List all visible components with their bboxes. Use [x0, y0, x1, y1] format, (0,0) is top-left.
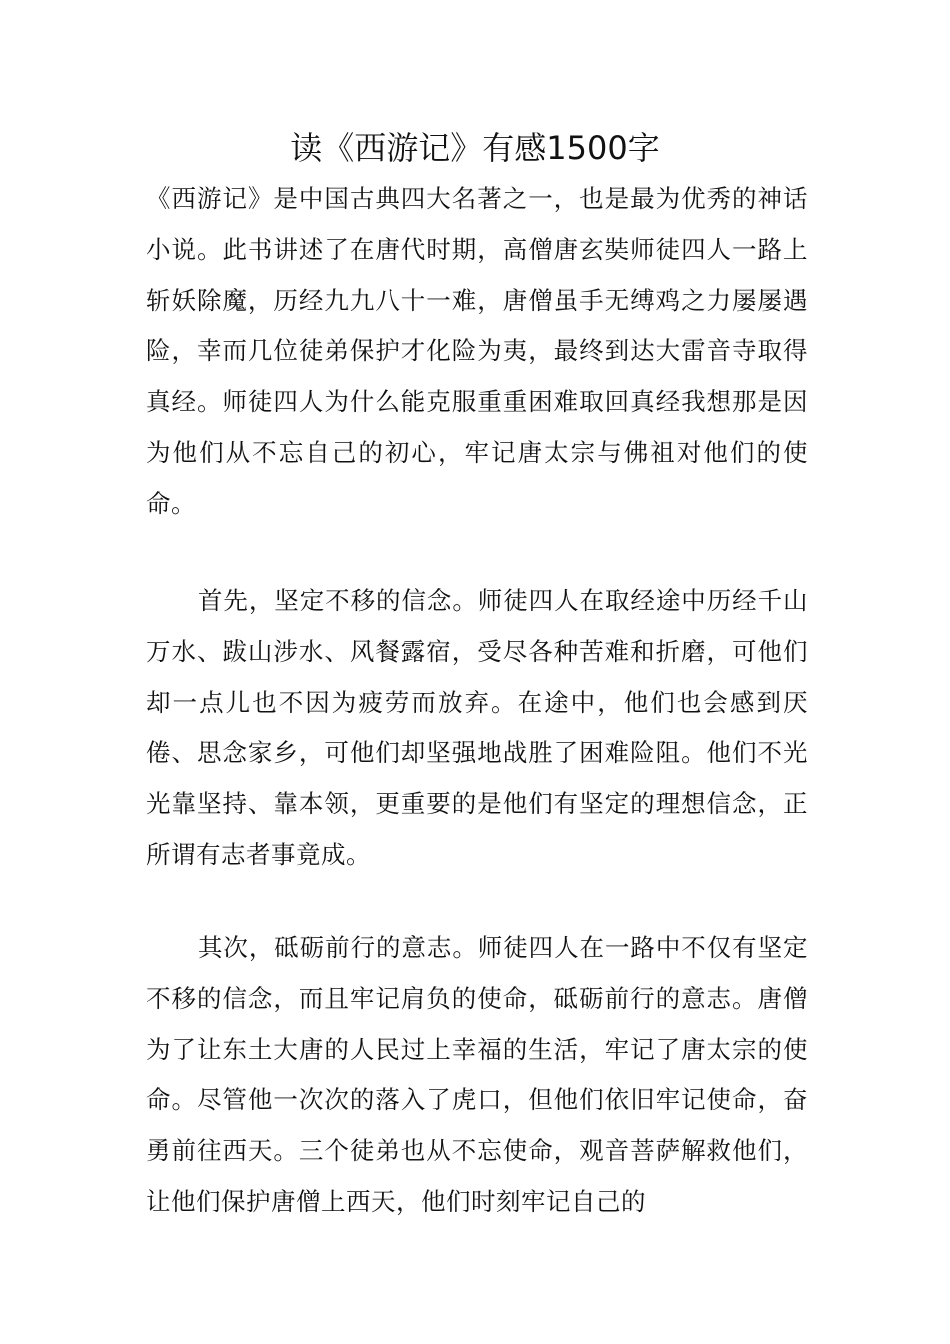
paragraph-will: 其次，砥砺前行的意志。师徒四人在一路中不仅有坚定不移的信念，而且牢记肩负的使命，砥砺前行的意志。唐僧为了让东土大唐的人民过上幸福的生活，牢记了唐太宗的使命。尽管他一次次的落入了虎口，但他们依旧牢记使命，奋勇前往西天。三个徒弟也从不忘使命，观音菩萨解救他们，让他们保护唐僧上西天，他们时刻牢记自己的 — [146, 933, 808, 1216]
document-title: 读《西游记》有感1500字 — [290, 129, 660, 167]
paragraph-intro: 《西游记》是中国古典四大名著之一，也是最为优秀的神话小说。此书讲述了在唐代时期，高僧唐玄奘师徒四人一路上斩妖除魔，历经九九八十一难，唐僧虽手无缚鸡之力屡屡遇险，幸而几位徒弟保护才化险为夷，最终到达大雷音寺取得真经。师徒四人为什么能克服重重困难取回真经我想那是因为他们从不忘自己的初心，牢记唐太宗与佛祖对他们的使命。 — [146, 184, 808, 518]
paragraph-firmness: 首先，坚定不移的信念。师徒四人在取经途中历经千山万水、跋山涉水、风餐露宿，受尽各种苦难和折磨，可他们却一点儿也不因为疲劳而放弃。在途中，他们也会感到厌倦、思念家乡，可他们却坚强地战胜了困难险阻。他们不光光靠坚持、靠本领，更重要的是他们有坚定的理想信念，正所谓有志者事竟成。 — [146, 586, 808, 869]
